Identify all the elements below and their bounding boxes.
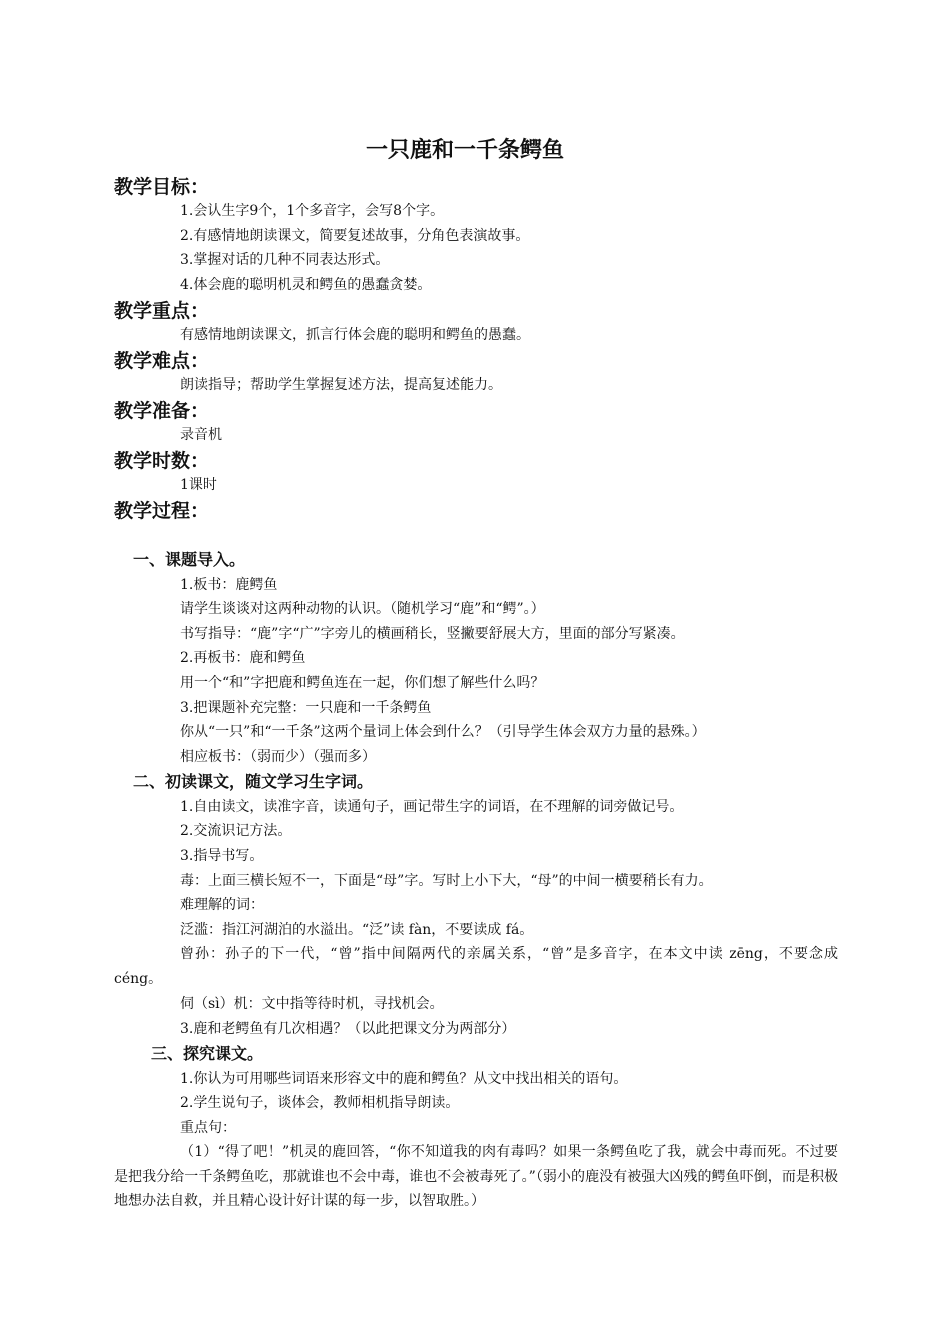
difficulties-text: 朗读指导；帮助学生掌握复述方法，提高复述能力。 bbox=[180, 377, 502, 393]
section-line: 难理解的词： bbox=[180, 897, 264, 913]
section-line: 2.再板书：鹿和鳄鱼 bbox=[180, 650, 306, 666]
objectives-heading: 教学目标： bbox=[114, 176, 210, 198]
section-line: 3.把课题补充完整：一只鹿和一千条鳄鱼 bbox=[180, 700, 432, 716]
section-line: 1.自由读文，读准字音，读通句子，画记带生字的词语，在不理解的词旁做记号。 bbox=[180, 799, 684, 815]
hours-heading: 教学时数： bbox=[114, 450, 210, 472]
section-line: 泛滥：指江河湖泊的水溢出。“泛”读 fàn，不要读成 fá。 bbox=[180, 922, 534, 938]
key-points-heading: 教学重点： bbox=[114, 300, 210, 322]
section-line: 相应板书：（弱而少）（强而多） bbox=[180, 749, 376, 765]
objective-item: 3.掌握对话的几种不同表达形式。 bbox=[180, 252, 390, 268]
objective-item: 2.有感情地朗读课文，简要复述故事，分角色表演故事。 bbox=[180, 228, 530, 244]
section-heading: 三、探究课文。 bbox=[151, 1044, 264, 1063]
section-line: 书写指导：“鹿”字“广”字旁儿的横画稍长，竖撇要舒展大方，里面的部分写紧凑。 bbox=[180, 626, 685, 642]
section-line: 请学生谈谈对这两种动物的认识。（随机学习“鹿”和“鳄”。） bbox=[180, 601, 545, 617]
preparation-heading: 教学准备： bbox=[114, 400, 210, 422]
section-line: 你从“一只”和“一千条”这两个量词上体会到什么？（引导学生体会双方力量的悬殊。） bbox=[180, 724, 706, 740]
section-line: 重点句： bbox=[180, 1120, 236, 1136]
section-line: 1.你认为可用哪些词语来形容文中的鹿和鳄鱼？从文中找出相关的语句。 bbox=[180, 1071, 628, 1087]
section-line: 用一个“和”字把鹿和鳄鱼连在一起，你们想了解些什么吗？ bbox=[180, 675, 545, 691]
difficulties-heading: 教学难点： bbox=[114, 350, 210, 372]
objective-item: 1.会认生字9个，1个多音字，会写8个字。 bbox=[180, 203, 445, 219]
section-line: 2.学生说句子，谈体会，教师相机指导朗读。 bbox=[180, 1095, 460, 1111]
paragraph-zengsun: 曾孙：孙子的下一代，“曾”指中间隔两代的亲属关系，“曾”是多音字，在本文中读 zēng，不要念成 céng。 bbox=[114, 946, 838, 987]
section-line: 毒：上面三横长短不一，下面是“母”字。写时上小下大，“母”的中间一横要稍长有力。 bbox=[180, 873, 713, 889]
section-heading: 一、课题导入。 bbox=[133, 550, 246, 569]
objective-item: 4.体会鹿的聪明机灵和鳄鱼的愚蠢贪婪。 bbox=[180, 277, 432, 293]
section-line: 3.指导书写。 bbox=[180, 848, 264, 864]
section-heading: 二、初读课文，随文学习生字词。 bbox=[133, 772, 374, 791]
document-title: 一只鹿和一千条鳄鱼 bbox=[365, 138, 564, 163]
section-line: 2.交流识记方法。 bbox=[180, 823, 292, 839]
process-heading: 教学过程： bbox=[114, 500, 210, 522]
hours-text: 1课时 bbox=[180, 477, 217, 493]
paragraph-key-sentence: （1）“得了吧！”机灵的鹿回答，“你不知道我的肉有毒吗？如果一条鳄鱼吃了我，就会中毒而死。不过要是把我分给一千条鳄鱼吃，那就谁也不会中毒，谁也不会被毒死了。”（弱小的鹿没有被强大凶残的鳄鱼吓倒，而是积极地想办法自救，并且精心设计好计谋的每一步，以智取胜。） bbox=[114, 1144, 838, 1209]
section-line: 1.板书：鹿鳄鱼 bbox=[180, 577, 278, 593]
preparation-text: 录音机 bbox=[180, 427, 222, 443]
key-points-text: 有感情地朗读课文，抓言行体会鹿的聪明和鳄鱼的愚蠢。 bbox=[180, 327, 530, 343]
section-line: 伺（sì）机：文中指等待时机，寻找机会。 bbox=[180, 996, 444, 1012]
section-line: 3.鹿和老鳄鱼有几次相遇？（以此把课文分为两部分） bbox=[180, 1021, 516, 1037]
